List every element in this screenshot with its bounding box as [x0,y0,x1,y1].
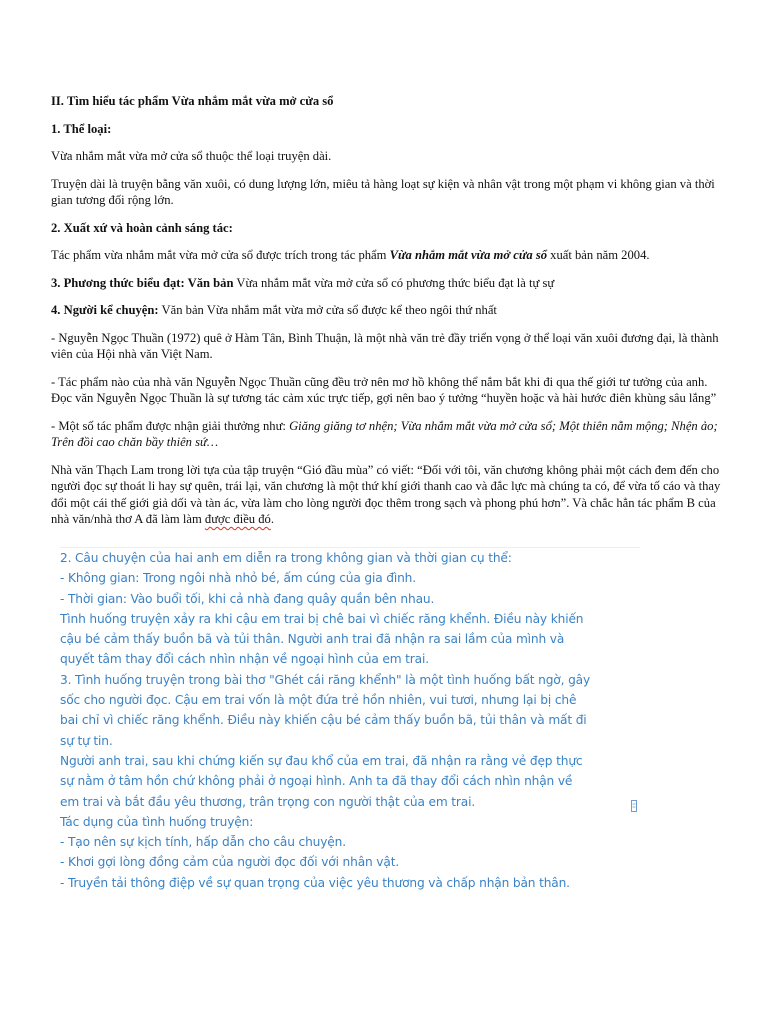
pasted-line: bai chỉ vì chiếc răng khểnh. Điều này khiến cậu bé cảm thấy buồn bã, tủi thân và mất đi [60,713,587,728]
quote-end: . [270,512,275,526]
pasted-line: Người anh trai, sau khi chứng kiến sự đau khổ của em trai, đã nhận ra rằng vẻ đẹp thực [60,753,583,768]
pasted-line: - Thời gian: Vào buổi tối, khi cả nhà đang quây quần bên nhau. [60,591,435,606]
author-paragraph-1: - Nguyễn Ngọc Thuần (1972) quê ở Hàm Tân, Bình Thuận, là một nhà văn trẻ đầy triển vọng ở thể loại văn xuôi đương đại, là thành viên của Hội nhà văn Việt Nam. [51,330,719,361]
narrator-label: 4. Người kể chuyện: [51,303,159,317]
document-icon[interactable] [631,800,637,812]
pasted-line: - Truyền tải thông điệp về sự quan trọng của việc yêu thương và chấp nhận bản thân. [60,875,570,890]
awards-paragraph [51,418,723,451]
origin-paragraph [51,247,723,264]
awards-prefix: - Một số tác phẩm được nhận giải thưởng như: [51,418,290,433]
pasted-line: Tình huống truyện xảy ra khi cậu em trai bị chê bai vì chiếc răng khểnh. Điều này khiến [60,611,584,626]
pasted-line: em trai và bắt đầu yêu thương, trân trọng con người thật của em trai. [60,794,476,809]
origin-text-after: xuất bản năm 2004. [547,248,650,262]
quote-main: Nhà văn Thạch Lam trong lời tựa của tập truyện “Gió đầu mùa” có viết: “Đối với tôi, văn chương không phải một cách đem đến cho người đọc sự thoát li hay sự quên, trái lại, văn chương là một thứ khí giới thanh cao và đắc lực mà chúng ta có, để vừa tố cáo và thay đổi một cái thế giới giả dối và tàn ác, vừa làm cho lòng người đọc thêm trong sạch và phong phú hơn”. Và chắc hẳn tác phẩm B của nhà văn/nhà thơ A đã làm làm [51,462,721,526]
narrator-text: Văn bản Vừa nhắm mắt vừa mở cửa sổ được kể theo ngôi thứ nhất [158,303,497,317]
origin-heading: 2. Xuất xứ và hoàn cảnh sáng tác: [51,220,233,235]
pasted-line: sự tự tin. [60,733,113,748]
quote-paragraph [51,462,723,528]
genre-heading: 1. Thể loại: [51,121,112,136]
mode-paragraph [51,275,723,292]
author-paragraph-2: - Tác phẩm nào của nhà văn Nguyễn Ngọc Thuần cũng đều trở nên mơ hồ không thể nắm bắt khi đi qua thế giới tư tưởng của anh. Đọc văn Nguyễn Ngọc Thuần là sự tương tác cảm xúc trực tiếp, gợi nên bao ý tưởng “huyền hoặc và hài hước điên khùng sâu lắng” [51,374,717,405]
origin-work-title: Vừa nhắm mắt vừa mở cửa sổ [389,248,548,262]
narrator-paragraph [51,302,723,319]
mode-text: Vừa nhắm mắt vừa mở cửa sổ có phương thức biểu đạt là tự sự [233,275,555,290]
spellcheck-flagged-text[interactable]: được điều đó [204,512,271,526]
origin-text-before: Tác phẩm vừa nhắm mắt vừa mở cửa sổ được trích trong tác phẩm [51,248,390,262]
pasted-line: sốc cho người đọc. Cậu em trai vốn là một đứa trẻ hồn nhiên, vui tươi, nhưng lại bị chê [60,693,577,708]
pasted-line: - Tạo nên sự kịch tính, hấp dẫn cho câu chuyện. [60,835,346,850]
pasted-line: cậu bé cảm thấy buồn bã và tủi thân. Người anh trai đã nhận ra sai lầm của mình và [60,632,565,647]
pasted-line: 2. Câu chuyện của hai anh em diễn ra trong không gian và thời gian cụ thể: [60,551,512,565]
pasted-line: 3. Tình huống truyện trong bài thơ "Ghét cái răng khểnh" là một tình huống bất ngờ, gây [60,672,591,687]
pasted-line: sự nằm ở tâm hồn chứ không phải ở ngoại hình. Anh ta đã thay đổi cách nhìn nhận về [60,774,573,789]
awards-list: Giăng giăng tơ nhện; Vừa nhắm mắt vừa mở cửa sổ; Một thiên nằm mộng; Nhện ảo; Trên đồi cao chăn bầy thiên sứ… [51,418,718,449]
genre-paragraph-1: Vừa nhắm mắt vừa mở cửa sổ thuộc thể loại truyện dài. [51,149,332,163]
mode-label: 3. Phương thức biểu đạt: Văn bản [51,275,234,290]
pasted-answer-block [60,547,640,893]
pasted-line: - Khơi gợi lòng đồng cảm của người đọc đối với nhân vật. [60,855,400,870]
pasted-line: quyết tâm thay đổi cách nhìn nhận về ngoại hình của em trai. [60,652,429,667]
section-title: II. Tìm hiểu tác phẩm Vừa nhắm mắt vừa mở cửa sổ [51,94,334,108]
pasted-line: - Không gian: Trong ngôi nhà nhỏ bé, ấm cúng của gia đình. [60,571,416,586]
document-body [51,93,723,539]
genre-paragraph-2: Truyện dài là truyện bằng văn xuôi, có dung lượng lớn, miêu tả hàng loạt sự kiện và nhân vật trong một phạm vi không gian và thời gian tương đối rộng lớn. [51,176,715,207]
pasted-line: Tác dụng của tình huống truyện: [60,814,254,829]
